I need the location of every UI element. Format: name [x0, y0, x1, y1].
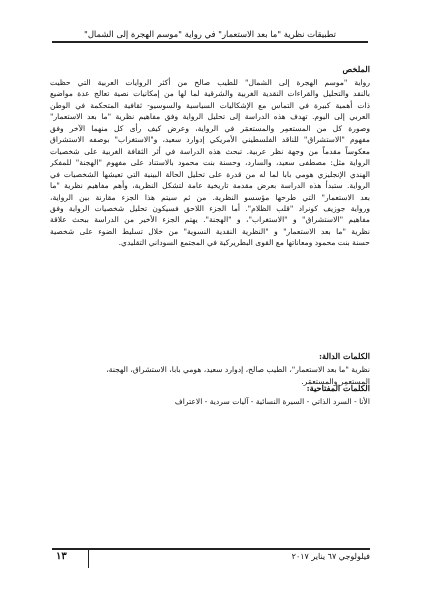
- key-words-body: [50, 396, 370, 408]
- page-footer: [52, 548, 370, 566]
- abstract-line: وصورة كل من المستعمِر والمستعمَر في الرواية، وعرض كيف رأى كل منهما الآخر وفق: [50, 123, 370, 133]
- abstract-line: حسنة بنت محمود ومعاناتها مع القوى البطريركية في المجتمع السوداني التقليدي.: [118, 238, 370, 248]
- keywords-line: نظرية "ما بعد الاستعمار"، الطيب صالح، إدوارد سعيد، هومي بابا، الاستشراق، الهجنة،: [106, 365, 370, 374]
- abstract-body: [50, 77, 370, 249]
- abstract-line: رواية "موسم الهجرة إلى الشمال" للطيب صالح من أكثر الروايات العربية التي حظيت: [50, 78, 370, 87]
- keywords-line: الأنا - السرد الذاتي - السيرة النسائية - آليات سردية - الاعتراف: [174, 397, 370, 406]
- abstract-line: العربي إلى اليوم. تهدف هذه الدراسة إلى تحليل الرواية وفق مفاهيم نظرية "ما بعد الاستعمار": [50, 112, 370, 122]
- abstract-line: مفهوم "الاستشراق" للناقد الفلسطيني الأمريكي إدوارد سعيد، و"الاستغراب" بوصفه الاستشراق: [50, 135, 370, 145]
- running-header: [52, 28, 368, 43]
- key-words-section: [50, 382, 370, 408]
- key-words-heading: الكلمات المفتاحية:: [306, 383, 370, 393]
- running-header-title: تطبيقات نظرية "ما بعد الاستعمار" في رواية "موسم الهجرة إلى الشمال": [84, 29, 336, 39]
- abstract-line: ذات أهمية كبيرة في التماس مع الإشكاليات السياسية والسوسيو- ثقافية المتحكمة في الوطن: [50, 100, 370, 110]
- journal-issue: فيلولوجي ٦٧ يناير ٢٠١٧: [291, 552, 370, 561]
- abstract-heading: الملخص: [342, 64, 370, 74]
- abstract-line: الهندي الإنجليزي هومي بابا لما له من قدرة على تحليل الحالة البينية التي تعيشها الشخصيات في: [50, 169, 370, 179]
- abstract-line: بالنقد والتحليل والقراءات النقدية الغربية والشرقية لما لها من إمكانيات نصية تعالج عدة مواضيع: [50, 89, 370, 99]
- abstract-line: الرواية. ستبدأ هذه الدراسة بعرض مقدمة تاريخية عامة لتشكل النظرية، وأهم مفاهيم نظرية "ما: [50, 181, 370, 191]
- abstract-line: ورواية جوزيف كونراد "قلب الظلام". أما الجزء اللاحق فسيكون تحليل شخصيات الرواية وفق: [50, 203, 370, 213]
- abstract-line: بعد الاستعمار" التي طرحها مؤسسو النظرية. من ثم سيتم هذا الجزء مقارنة بين الرواية،: [50, 192, 370, 202]
- page-number: ١٣: [56, 551, 67, 562]
- abstract-line: معكوساً مقدماً من وجهة نظر عربية. تبحث هذه الدراسة في أثر الثقافة الغربية على شخصيات: [50, 146, 370, 156]
- abstract-line: مفاهيم "الاستشراق" و "الاستغراب"، و "الهجنة". يهتم الجزء الأخير من الدراسة ببحث علاقة: [50, 215, 370, 225]
- footer-divider: [88, 550, 89, 568]
- indicative-keywords-heading: الكلمات الدالة:: [318, 351, 370, 361]
- abstract-line: نظرية "ما بعد الاستعمار" و "النظرية النقدية النسوية" من خلال تسليط الضوء على شخصية: [50, 226, 370, 236]
- keywords-line: المستعمِر والمستعمَر.: [301, 376, 370, 386]
- abstract-section: [50, 64, 370, 249]
- abstract-line: الرواية مثل: مصطفى سعيد، والسارد، وحسنة بنت محمود بالاستناد على مفهوم "الهجنة" للمفكر: [50, 158, 370, 168]
